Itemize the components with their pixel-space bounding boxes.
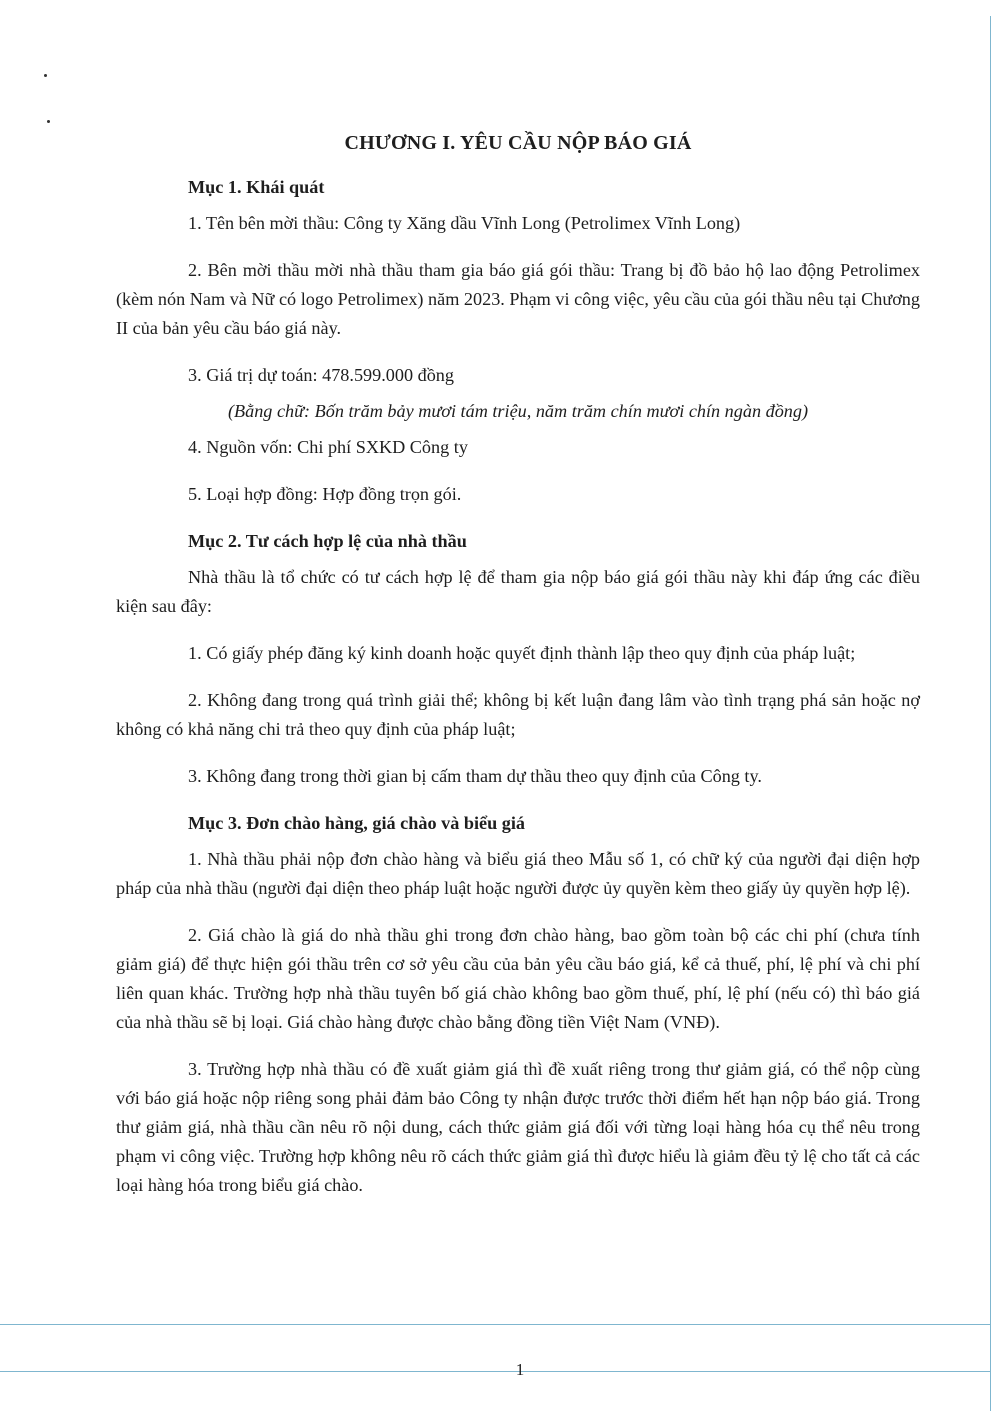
footer-rule-top (0, 1324, 990, 1325)
document-body (116, 132, 920, 1214)
section-1-item-2: 2. Bên mời thầu mời nhà thầu tham gia báo giá gói thầu: Trang bị đồ bảo hộ lao động Petrolimex (kèm nón Nam và Nữ có logo Petrolimex) năm 2023. Phạm vi công việc, yêu cầu của gói thầu nêu tại Chương II của bản yêu cầu báo giá này. (116, 260, 920, 338)
section-1-item-1: 1. Tên bên mời thầu: Công ty Xăng dầu Vĩnh Long (Petrolimex Vĩnh Long) (188, 213, 741, 233)
section-3-item-3: 3. Trường hợp nhà thầu có đề xuất giảm giá thì đề xuất riêng trong thư giảm giá, có thể nộp cùng với báo giá hoặc nộp riêng song phải đảm bảo Công ty nhận được trước thời điểm hết hạn nộp báo giá. Trong thư giảm giá, nhà thầu cần nêu rõ nội dung, cách thức giảm giá đối với từng loại hàng hóa cụ thể nêu trong phạm vi công việc. Trường hợp không nêu rõ cách thức giảm giá thì được hiểu là giảm đều tỷ lệ cho tất cả các loại hàng hóa trong biểu giá chào. (116, 1059, 920, 1195)
section-2-intro: Nhà thầu là tổ chức có tư cách hợp lệ để tham gia nộp báo giá gói thầu này khi đáp ứng các điều kiện sau đây: (116, 567, 920, 616)
section-1-item-5: 5. Loại hợp đồng: Hợp đồng trọn gói. (188, 484, 462, 504)
section-1-heading: Mục 1. Khái quát (188, 177, 325, 197)
page-number: 1 (515, 1360, 525, 1379)
chapter-title: CHƯƠNG I. YÊU CẦU NỘP BÁO GIÁ (344, 132, 692, 154)
section-1-item-3: 3. Giá trị dự toán: 478.599.000 đồng (188, 365, 454, 385)
section-3-item-2: 2. Giá chào là giá do nhà thầu ghi trong đơn chào hàng, bao gồm toàn bộ các chi phí (chưa tính giảm giá) để thực hiện gói thầu trên cơ sở yêu cầu của bản yêu cầu báo giá, kể cả thuế, phí, lệ phí và chi phí liên quan khác. Trường hợp nhà thầu tuyên bố giá chào không bao gồm thuế, phí, lệ phí (nếu có) thì báo giá của nhà thầu sẽ bị loại. Giá chào hàng được chào bằng đồng tiền Việt Nam (VNĐ). (116, 925, 920, 1032)
section-2-item-3: 3. Không đang trong thời gian bị cấm tham dự thầu theo quy định của Công ty. (188, 766, 762, 786)
scan-speck (44, 74, 47, 77)
scan-speck (47, 120, 50, 123)
section-3-heading: Mục 3. Đơn chào hàng, giá chào và biểu giá (188, 813, 525, 833)
section-1-amount-in-words: (Bằng chữ: Bốn trăm bảy mươi tám triệu, năm trăm chín mươi chín ngàn đồng) (227, 401, 809, 421)
section-1-item-4: 4. Nguồn vốn: Chi phí SXKD Công ty (188, 437, 468, 457)
section-2-heading: Mục 2. Tư cách hợp lệ của nhà thầu (188, 531, 467, 551)
page-border-right (990, 16, 991, 1411)
section-2-item-2: 2. Không đang trong quá trình giải thể; không bị kết luận đang lâm vào tình trạng phá sản hoặc nợ không có khả năng chi trả theo quy định của pháp luật; (116, 690, 920, 739)
section-2-item-1: 1. Có giấy phép đăng ký kinh doanh hoặc quyết định thành lập theo quy định của pháp luật; (188, 643, 856, 663)
section-3-item-1: 1. Nhà thầu phải nộp đơn chào hàng và biểu giá theo Mẫu số 1, có chữ ký của người đại diện hợp pháp của nhà thầu (người đại diện theo pháp luật hoặc người được ủy quyền kèm theo giấy ủy quyền hợp lệ). (116, 849, 920, 898)
